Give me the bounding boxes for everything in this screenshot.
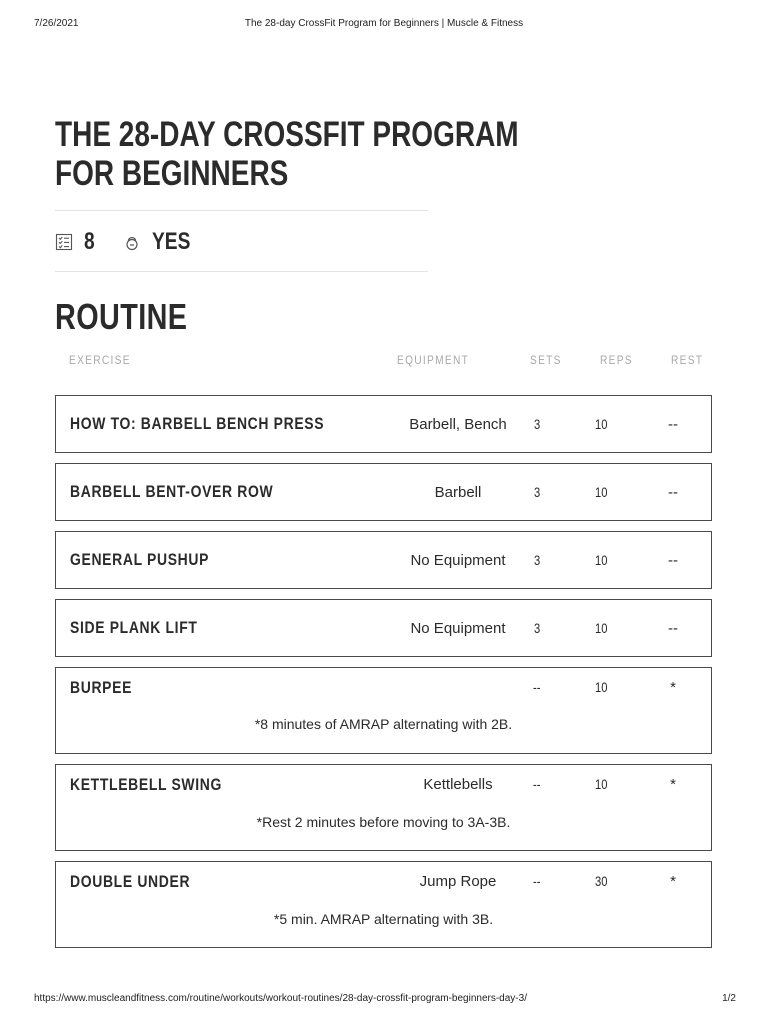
exercise-reps: 10 xyxy=(595,552,608,568)
page-url: https://www.muscleandfitness.com/routine/workouts/workout-routines/28-day-crossfit-program-beginners-day-3/ xyxy=(34,993,527,1004)
exercise-rest: -- xyxy=(668,484,678,501)
exercise-reps: 10 xyxy=(595,484,608,500)
exercise-reps: 10 xyxy=(595,620,608,636)
exercise-row[interactable] xyxy=(55,764,712,851)
column-header-exercise: EXERCISE xyxy=(69,353,131,367)
column-header-reps: REPS xyxy=(600,353,633,367)
exercise-rest: -- xyxy=(668,620,678,637)
page-number: 1/2 xyxy=(722,993,736,1004)
exercise-row[interactable] xyxy=(55,861,712,948)
exercise-name[interactable]: SIDE PLANK LIFT xyxy=(70,618,198,637)
exercise-sets: 3 xyxy=(534,552,541,568)
exercise-rest: * xyxy=(670,776,676,793)
exercise-reps: 10 xyxy=(595,776,608,792)
exercise-sets: 3 xyxy=(534,484,541,500)
exercise-note: *5 min. AMRAP alternating with 3B. xyxy=(273,911,494,927)
exercise-sets: 3 xyxy=(534,416,541,432)
print-document-title: The 28-day CrossFit Program for Beginners | Muscle & Fitness xyxy=(244,18,524,29)
exercise-sets: 3 xyxy=(534,620,541,636)
print-date: 7/26/2021 xyxy=(34,18,79,29)
exercise-reps: 30 xyxy=(595,873,608,889)
exercise-note: *Rest 2 minutes before moving to 3A-3B. xyxy=(256,814,511,830)
exercise-row[interactable] xyxy=(55,395,712,453)
exercise-name[interactable]: KETTLEBELL SWING xyxy=(70,775,222,794)
column-header-equipment: EQUIPMENT xyxy=(397,353,470,367)
exercise-row[interactable] xyxy=(55,599,712,657)
meta-divider-top xyxy=(55,210,428,211)
column-header-rest: REST xyxy=(671,353,704,367)
exercise-equipment: No Equipment xyxy=(410,552,506,569)
exercise-name[interactable]: BARBELL BENT-OVER ROW xyxy=(70,482,274,501)
page-title: THE 28-DAY CROSSFIT PROGRAM FOR BEGINNERS xyxy=(55,115,519,193)
program-meta xyxy=(55,226,226,258)
exercise-name[interactable]: HOW TO: BARBELL BENCH PRESS xyxy=(70,414,325,433)
exercise-sets: -- xyxy=(533,873,541,889)
column-header-sets: SETS xyxy=(530,353,562,367)
exercise-row[interactable] xyxy=(55,667,712,754)
exercise-rest: * xyxy=(670,873,676,890)
exercise-reps: 10 xyxy=(595,679,608,695)
exercise-note: *8 minutes of AMRAP alternating with 2B. xyxy=(254,716,513,732)
kettlebell-icon xyxy=(123,233,141,251)
exercise-row[interactable] xyxy=(55,531,712,589)
exercise-rest: -- xyxy=(668,552,678,569)
exercise-equipment: Barbell xyxy=(434,484,482,501)
print-header xyxy=(0,18,768,32)
exercise-equipment: Barbell, Bench xyxy=(409,416,507,433)
exercise-sets: -- xyxy=(533,776,541,792)
exercise-name[interactable]: BURPEE xyxy=(70,678,133,697)
exercise-rest: * xyxy=(670,679,676,696)
exercise-row[interactable] xyxy=(55,463,712,521)
equipment-required: YES xyxy=(152,228,191,255)
exercise-name[interactable]: DOUBLE UNDER xyxy=(70,872,191,891)
exercise-count: 8 xyxy=(84,228,95,255)
routine-heading: ROUTINE xyxy=(55,296,188,337)
exercise-name[interactable]: GENERAL PUSHUP xyxy=(70,550,210,569)
exercise-equipment: No Equipment xyxy=(410,620,506,637)
exercise-equipment: Jump Rope xyxy=(419,873,497,890)
meta-divider-bottom xyxy=(55,271,428,272)
exercise-sets: -- xyxy=(533,679,541,695)
exercise-rest: -- xyxy=(668,416,678,433)
exercise-equipment: Kettlebells xyxy=(423,776,493,793)
exercise-reps: 10 xyxy=(595,416,608,432)
checklist-icon xyxy=(55,233,73,251)
